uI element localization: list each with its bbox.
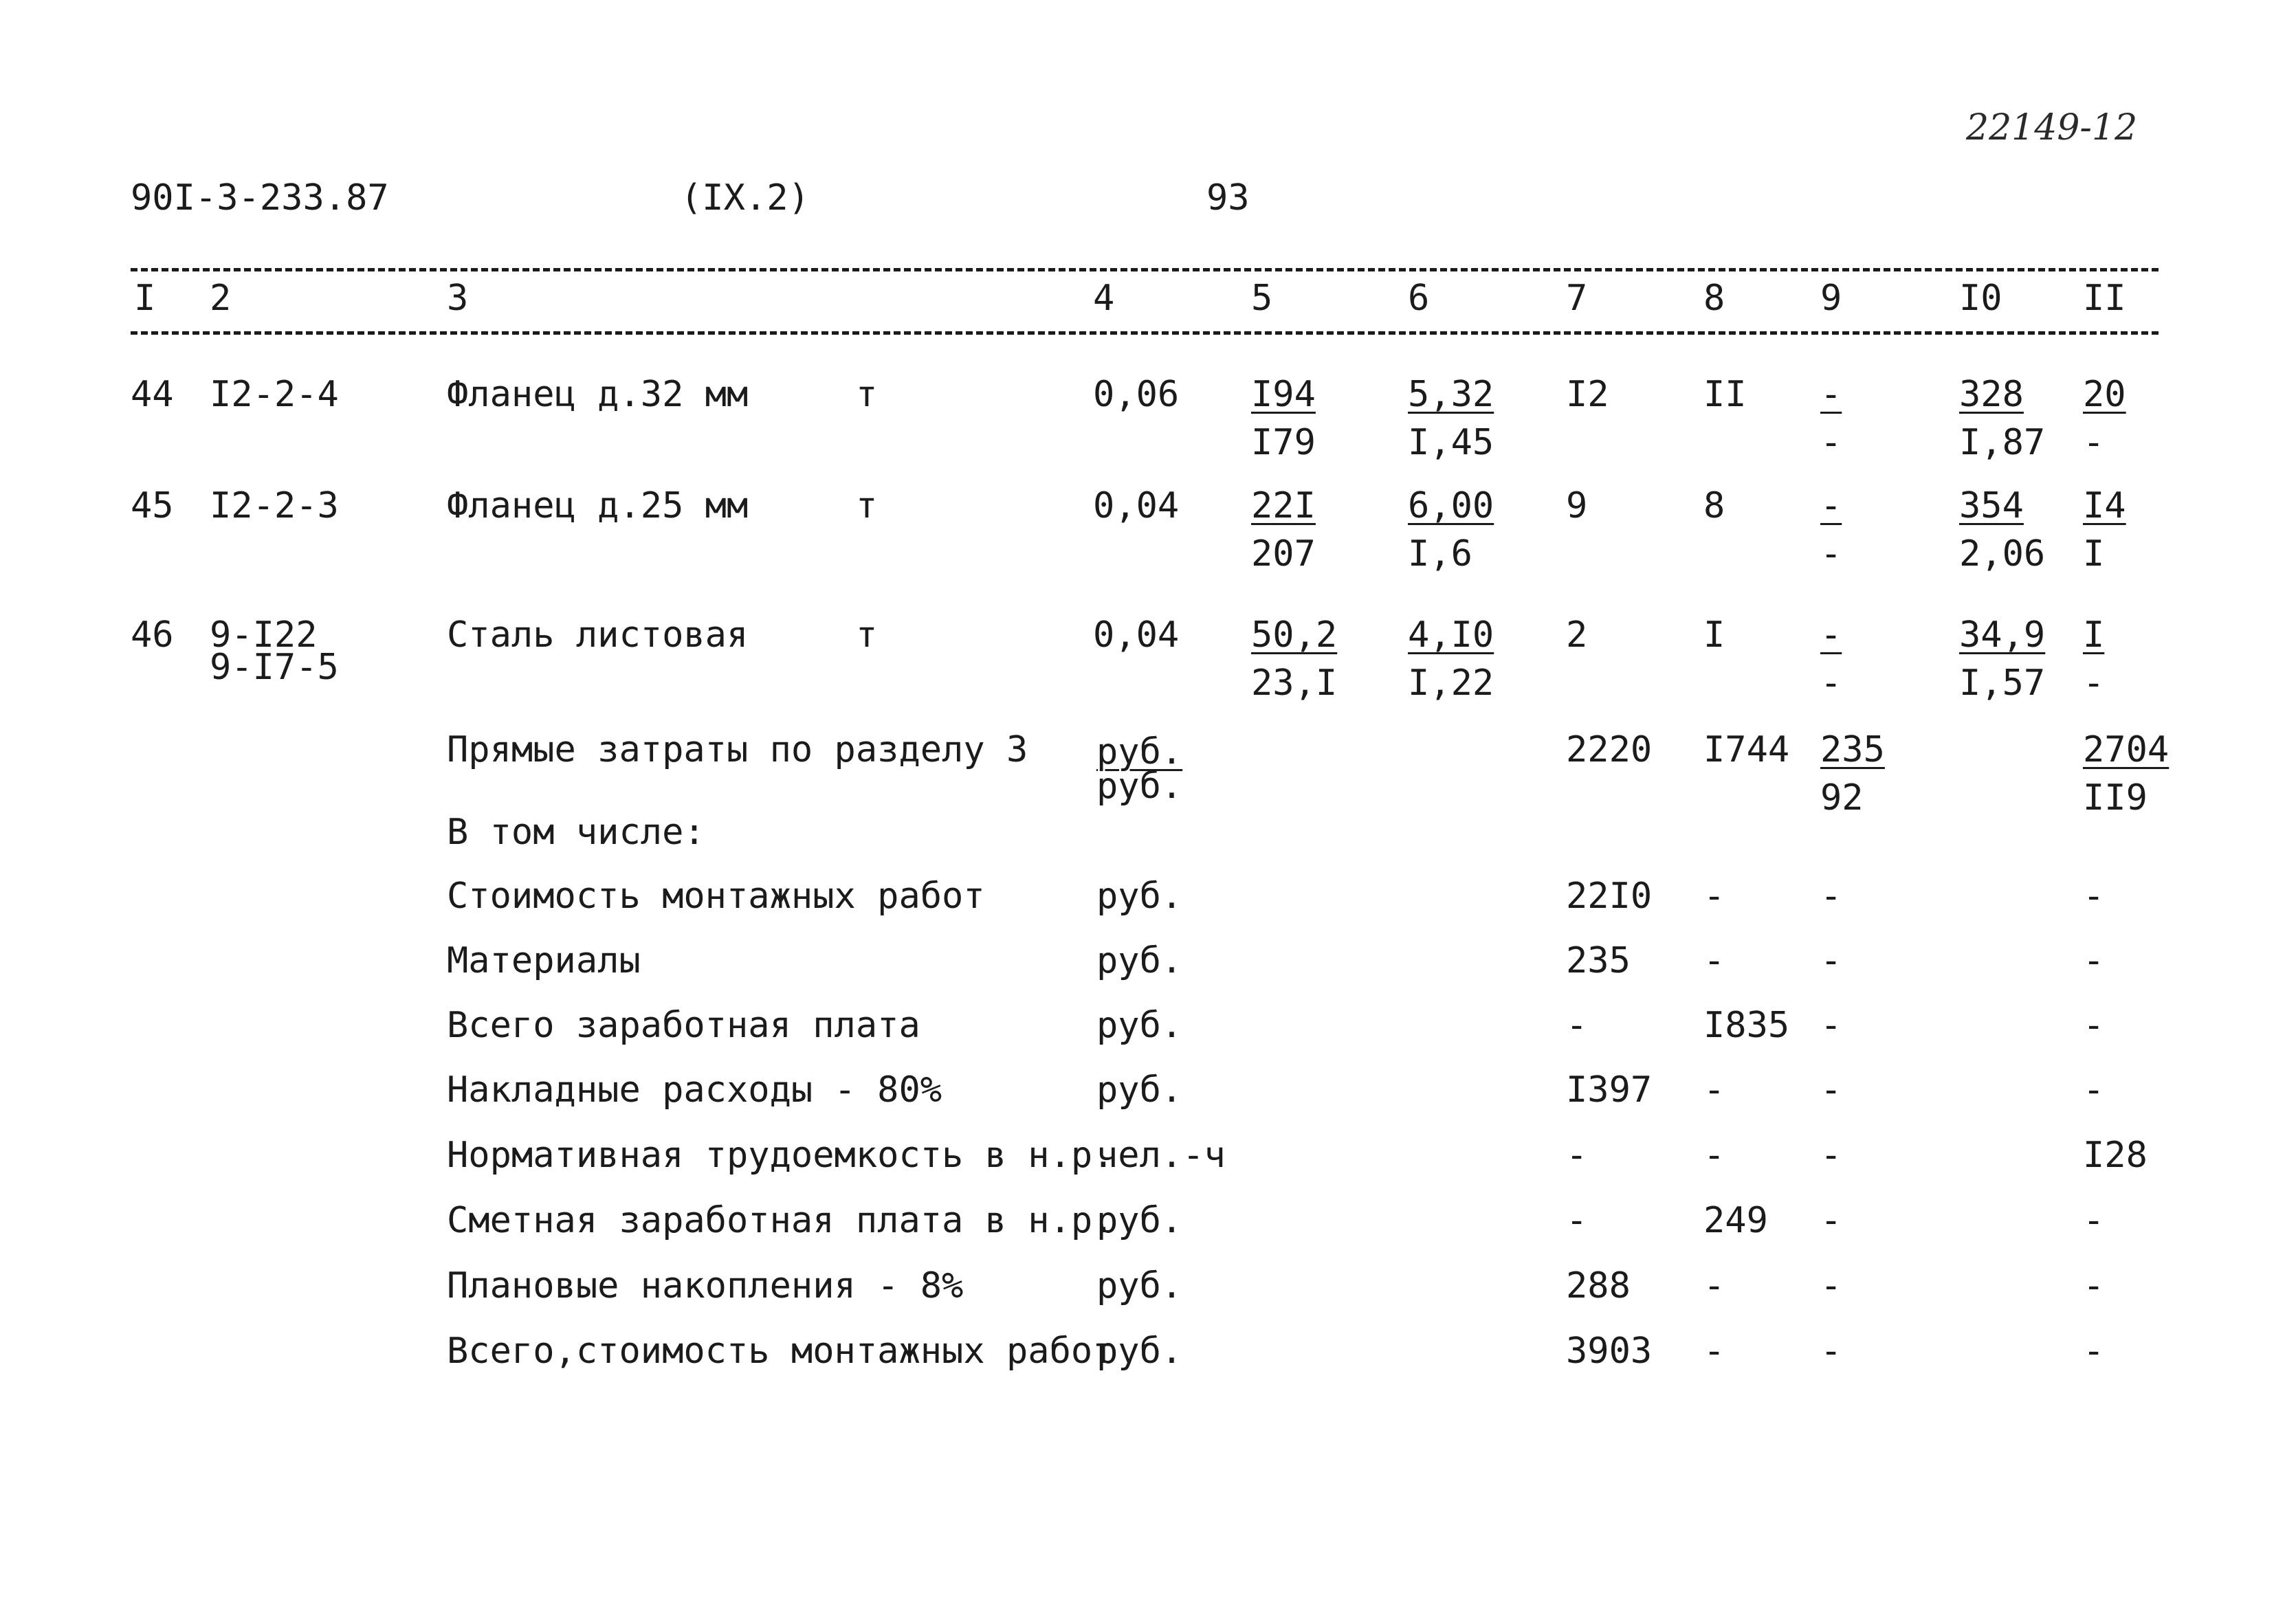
direct-costs-unit-bottom: руб. <box>1096 766 1183 807</box>
row-code: I2-2-3 <box>210 485 339 526</box>
row-col5-bottom: I79 <box>1251 422 1316 463</box>
row-col6-bottom: I,45 <box>1408 422 1494 463</box>
row-col6-top: 5,32 <box>1408 374 1494 415</box>
row-col5-top: 22I <box>1251 485 1316 526</box>
summary-col11: - <box>2083 876 2105 917</box>
direct-costs-col11-bottom: II9 <box>2083 777 2148 819</box>
row-col11-bottom: I <box>2083 533 2105 575</box>
summary-unit: руб. <box>1096 940 1183 981</box>
row-col11-top: I4 <box>2083 485 2126 526</box>
summary-col9: - <box>1820 1265 1842 1306</box>
summary-label: Всего заработная плата <box>447 1005 920 1046</box>
row-col10-bottom: 2,06 <box>1959 533 2046 575</box>
row-col5-top: I94 <box>1251 374 1316 415</box>
summary-col7: 3903 <box>1566 1331 1653 1372</box>
handwritten-reference: 22149-12 <box>1966 107 2138 148</box>
summary-col11: - <box>2083 1331 2105 1372</box>
summary-unit: чел.-ч <box>1096 1135 1226 1176</box>
row-col6-top: 4,I0 <box>1408 614 1494 656</box>
row-number: 45 <box>131 485 174 526</box>
row-quantity: 0,04 <box>1093 614 1180 656</box>
row-col10-top: 354 <box>1959 485 2024 526</box>
summary-col8: I835 <box>1703 1005 1790 1046</box>
summary-label: Накладные расходы - 80% <box>447 1069 942 1111</box>
summary-col7: - <box>1566 1135 1588 1176</box>
row-col11-top: I <box>2083 614 2105 656</box>
row-name: Фланец д.32 мм <box>447 374 749 415</box>
direct-costs-unit-top: руб. <box>1096 731 1183 772</box>
col-header-7: 7 <box>1566 278 1588 319</box>
row-unit: т <box>856 485 878 526</box>
summary-col9: - <box>1820 1331 1842 1372</box>
summary-col8: - <box>1703 1265 1725 1306</box>
row-col9-top: - <box>1820 485 1842 526</box>
col-header-4: 4 <box>1093 278 1115 319</box>
summary-col8: 249 <box>1703 1200 1768 1241</box>
row-col10-top: 34,9 <box>1959 614 2046 656</box>
row-col8: II <box>1703 374 1747 415</box>
summary-col8: - <box>1703 1069 1725 1111</box>
summary-unit: руб. <box>1096 1200 1183 1241</box>
summary-col11: - <box>2083 1005 2105 1046</box>
row-col8: I <box>1703 614 1725 656</box>
row-number: 46 <box>131 614 174 656</box>
row-col5-top: 50,2 <box>1251 614 1338 656</box>
col-header-10: I0 <box>1959 278 2002 319</box>
row-code: 9-I22 <box>210 614 318 656</box>
summary-col11: - <box>2083 940 2105 981</box>
summary-unit: руб. <box>1096 1005 1183 1046</box>
col-header-11: II <box>2083 278 2126 319</box>
row-col10-top: 328 <box>1959 374 2024 415</box>
summary-col11: I28 <box>2083 1135 2148 1176</box>
row-col5-bottom: 23,I <box>1251 663 1338 704</box>
row-col9-top: - <box>1820 614 1842 656</box>
row-col11-bottom: - <box>2083 663 2105 704</box>
col-header-9: 9 <box>1820 278 1842 319</box>
col-header-8: 8 <box>1703 278 1725 319</box>
summary-col9: - <box>1820 940 1842 981</box>
row-col11-top: 20 <box>2083 374 2126 415</box>
row-col8: 8 <box>1703 485 1725 526</box>
summary-col9: - <box>1820 876 1842 917</box>
row-col5-bottom: 207 <box>1251 533 1316 575</box>
direct-costs-col7: 2220 <box>1566 729 1653 770</box>
summary-col7: 235 <box>1566 940 1631 981</box>
including-label: В том числе: <box>447 812 705 853</box>
summary-unit: руб. <box>1096 876 1183 917</box>
summary-col7: - <box>1566 1005 1588 1046</box>
direct-costs-col8: I744 <box>1703 729 1790 770</box>
row-code: I2-2-4 <box>210 374 339 415</box>
row-name: Фланец д.25 мм <box>447 485 749 526</box>
summary-col7: 288 <box>1566 1265 1631 1306</box>
row-col7: 2 <box>1566 614 1588 656</box>
summary-col11: - <box>2083 1069 2105 1111</box>
summary-label: Сметная заработная плата в н.р. <box>447 1200 1114 1241</box>
summary-col8: - <box>1703 940 1725 981</box>
summary-label: Стоимость монтажных работ <box>447 876 985 917</box>
row-number: 44 <box>131 374 174 415</box>
summary-label: Плановые накопления - 8% <box>447 1265 964 1306</box>
row-col6-top: 6,00 <box>1408 485 1494 526</box>
summary-col7: - <box>1566 1200 1588 1241</box>
direct-costs-label: Прямые затраты по разделу 3 <box>447 729 1028 770</box>
summary-col11: - <box>2083 1200 2105 1241</box>
row-col10-bottom: I,57 <box>1959 663 2046 704</box>
row-col9-top: - <box>1820 374 1842 415</box>
direct-costs-col9-top: 235 <box>1820 729 1885 770</box>
row-unit: т <box>856 614 878 656</box>
row-code-second: 9-I7-5 <box>210 647 339 688</box>
row-quantity: 0,04 <box>1093 485 1180 526</box>
summary-label: Материалы <box>447 940 641 981</box>
col-header-3: 3 <box>447 278 469 319</box>
row-col7: 9 <box>1566 485 1588 526</box>
document-code: 90I-3-233.87 <box>131 177 389 219</box>
col-header-1: I <box>134 278 156 319</box>
summary-col7: I397 <box>1566 1069 1653 1111</box>
row-col9-bottom: - <box>1820 422 1842 463</box>
summary-col8: - <box>1703 1135 1725 1176</box>
summary-col9: - <box>1820 1005 1842 1046</box>
row-col7: I2 <box>1566 374 1609 415</box>
row-col11-bottom: - <box>2083 422 2105 463</box>
row-col9-bottom: - <box>1820 663 1842 704</box>
summary-unit: руб. <box>1096 1265 1183 1306</box>
summary-unit: руб. <box>1096 1069 1183 1111</box>
row-col6-bottom: I,6 <box>1408 533 1472 575</box>
direct-costs-col11-top: 2704 <box>2083 729 2170 770</box>
header-rule-top <box>131 268 2159 271</box>
summary-col11: - <box>2083 1265 2105 1306</box>
summary-col9: - <box>1820 1135 1842 1176</box>
summary-label: Нормативная трудоемкость в н.р. <box>447 1135 1114 1176</box>
summary-col9: - <box>1820 1200 1842 1241</box>
row-col6-bottom: I,22 <box>1408 663 1494 704</box>
summary-col8: - <box>1703 876 1725 917</box>
direct-costs-col9-bottom: 92 <box>1820 777 1864 819</box>
col-header-6: 6 <box>1408 278 1430 319</box>
row-col9-bottom: - <box>1820 533 1842 575</box>
summary-col8: - <box>1703 1331 1725 1372</box>
row-col10-bottom: I,87 <box>1959 422 2046 463</box>
section-number: (IX.2) <box>681 177 810 219</box>
page-number: 93 <box>1206 177 1250 219</box>
col-header-2: 2 <box>210 278 232 319</box>
summary-unit: руб. <box>1096 1331 1183 1372</box>
row-quantity: 0,06 <box>1093 374 1180 415</box>
header-rule-bottom <box>131 331 2159 335</box>
row-unit: т <box>856 374 878 415</box>
col-header-5: 5 <box>1251 278 1273 319</box>
summary-col7: 22I0 <box>1566 876 1653 917</box>
summary-col9: - <box>1820 1069 1842 1111</box>
summary-label: Всего,стоимость монтажных работ <box>447 1331 1114 1372</box>
row-name: Сталь листовая <box>447 614 749 656</box>
